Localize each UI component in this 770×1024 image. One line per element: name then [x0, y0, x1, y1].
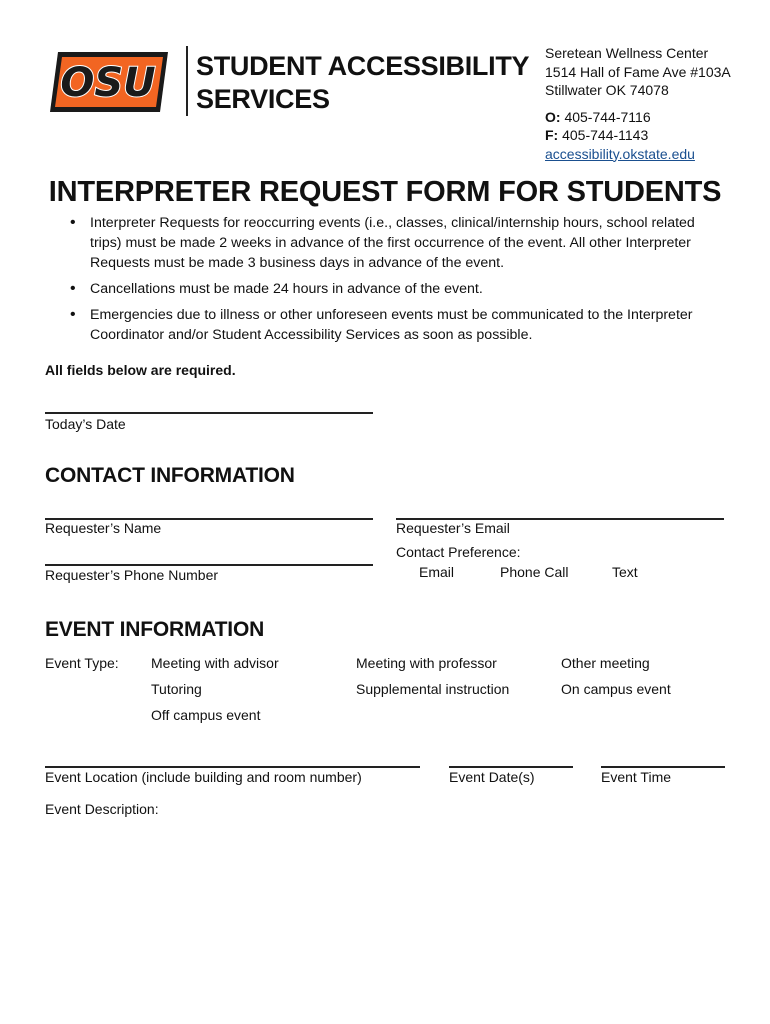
event-type-option[interactable]: Meeting with advisor	[151, 655, 279, 671]
event-type-option[interactable]: Tutoring	[151, 681, 202, 697]
event-location-label: Event Location (include building and room number)	[45, 769, 362, 785]
address-line3: Stillwater OK 74078	[545, 82, 669, 98]
office-phone: O: 405-744-7116	[545, 108, 651, 125]
form-title: INTERPRETER REQUEST FORM FOR STUDENTS	[48, 176, 722, 208]
event-dates-label: Event Date(s)	[449, 769, 535, 785]
preference-option-email[interactable]: Email	[419, 564, 455, 580]
requester-name-label: Requester’s Name	[45, 520, 162, 536]
osu-logo	[44, 44, 174, 120]
preference-option-text[interactable]: Text	[612, 564, 638, 580]
event-dates-field[interactable]	[449, 766, 573, 768]
event-type-option[interactable]: On campus event	[561, 681, 671, 697]
website-link[interactable]: accessibility.okstate.edu	[545, 145, 695, 162]
department-title-line2: SERVICES	[196, 84, 330, 114]
contact-section-heading: CONTACT INFORMATION	[45, 464, 295, 487]
svg-text:OSU: OSU	[60, 60, 156, 106]
event-type-option[interactable]: Meeting with professor	[356, 655, 497, 671]
rule-item: • Emergencies due to illness or other unforeseen events must be communicated to the Interpreter Coordinator and/or Student Accessibility Services as soon as possible.	[66, 305, 706, 345]
required-note: All fields below are required.	[45, 362, 236, 378]
event-type-option[interactable]: Other meeting	[561, 655, 650, 671]
requester-phone-label: Requester’s Phone Number	[45, 567, 219, 583]
todays-date-field[interactable]	[45, 412, 373, 414]
address-line1: Seretean Wellness Center	[545, 45, 709, 61]
header-divider	[186, 46, 188, 116]
event-section-heading: EVENT INFORMATION	[45, 618, 265, 641]
fax-phone: F: 405-744-1143	[545, 127, 649, 143]
event-description-field[interactable]	[45, 826, 725, 1006]
department-title-line1: STUDENT ACCESSIBILITY	[196, 51, 530, 81]
rule-item: • Interpreter Requests for reoccurring events (i.e., classes, clinical/internship hours, school related trips) must be made 2 weeks in advance of the first occurrence of the event. All other Interpreter Requests must be made 3 business days in advance of the event.	[66, 213, 706, 273]
office-contact-block	[545, 44, 731, 163]
event-type-option[interactable]: Supplemental instruction	[356, 681, 510, 697]
rules-list	[66, 213, 706, 351]
event-time-label: Event Time	[601, 769, 672, 785]
event-location-field[interactable]	[45, 766, 420, 768]
requester-email-label: Requester’s Email	[396, 520, 510, 536]
contact-preference-label: Contact Preference:	[396, 544, 521, 560]
event-time-field[interactable]	[601, 766, 725, 768]
rule-item: • Cancellations must be made 24 hours in advance of the event.	[66, 279, 706, 299]
requester-phone-field[interactable]	[45, 564, 373, 566]
event-type-label: Event Type:	[45, 655, 119, 671]
todays-date-label: Today’s Date	[45, 416, 126, 432]
preference-option-phone-call[interactable]: Phone Call	[500, 564, 569, 580]
event-type-option[interactable]: Off campus event	[151, 707, 261, 723]
event-description-label: Event Description:	[45, 801, 159, 817]
department-title	[196, 50, 529, 116]
address-line2: 1514 Hall of Fame Ave #103A	[545, 63, 731, 80]
